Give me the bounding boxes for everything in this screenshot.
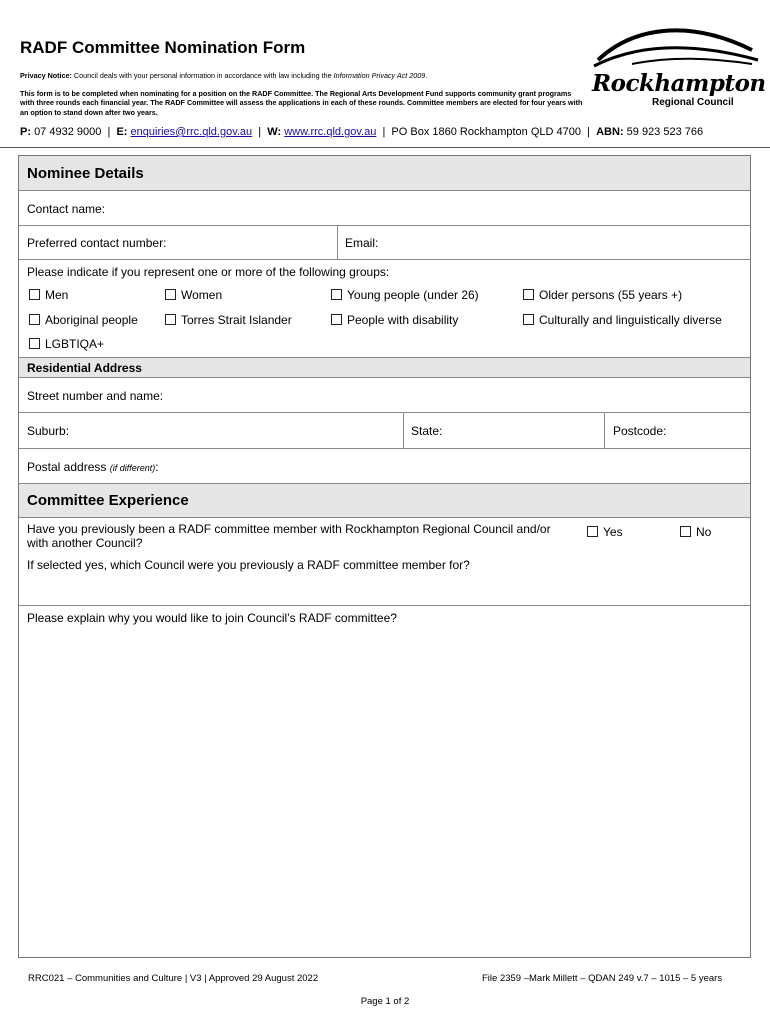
checkbox-young-people[interactable]: Young people (under 26)	[331, 288, 479, 302]
email-link[interactable]: enquiries@rrc.qld.gov.au	[130, 126, 253, 138]
page-number: Page 1 of 2	[360, 996, 410, 1007]
web-label: W:	[267, 126, 282, 138]
state-label: State:	[411, 424, 443, 438]
which-council-question: If selected yes, which Council were you previously a RADF committee member for?	[27, 558, 470, 572]
groups-prompt: Please indicate if you represent one or more of the following groups:	[27, 265, 390, 279]
phone-label: Preferred contact number:	[27, 236, 167, 250]
hills-logo-icon	[592, 20, 760, 72]
divider	[0, 147, 770, 148]
checkbox-icon	[587, 526, 598, 537]
previous-member-question: Have you previously been a RADF committee member with Rockhampton Regional Council and/or with another Council?	[27, 522, 551, 550]
email-label: Email:	[345, 236, 379, 250]
phone-email-row	[19, 226, 750, 260]
street-label: Street number and name:	[27, 389, 164, 403]
checkbox-no[interactable]: No	[680, 525, 711, 539]
separator: |	[587, 126, 590, 138]
address-heading: Residential Address	[19, 358, 750, 378]
logo-name: Rockhampton	[592, 70, 766, 97]
logo-subtitle: Regional Council	[652, 97, 734, 108]
checkbox-men[interactable]: Men	[29, 288, 68, 302]
suburb-label: Suburb:	[27, 424, 70, 438]
divider	[337, 226, 338, 260]
checkbox-icon	[523, 314, 534, 325]
divider	[604, 413, 605, 449]
nominee-heading: Nominee Details	[19, 156, 750, 191]
checkbox-icon	[331, 314, 342, 325]
privacy-end: .	[425, 71, 428, 80]
contact-name-label: Contact name:	[27, 202, 106, 216]
phone-label: P:	[20, 126, 31, 138]
checkbox-disability[interactable]: People with disability	[331, 313, 458, 327]
checkbox-icon	[165, 289, 176, 300]
checkbox-women[interactable]: Women	[165, 288, 222, 302]
postal-address: PO Box 1860 Rockhampton QLD 4700	[391, 126, 581, 138]
checkbox-older-persons[interactable]: Older persons (55 years +)	[523, 288, 682, 302]
privacy-text: Council deals with your personal information in accordance with law including the	[71, 71, 334, 80]
phone-number: 07 4932 9000	[34, 126, 102, 138]
postcode-label: Postcode:	[613, 424, 667, 438]
checkbox-icon	[29, 289, 40, 300]
web-link[interactable]: www.rrc.qld.gov.au	[284, 126, 377, 138]
checkbox-aboriginal[interactable]: Aboriginal people	[29, 313, 138, 327]
separator: |	[258, 126, 262, 138]
checkbox-torres-strait[interactable]: Torres Strait Islander	[165, 313, 292, 327]
privacy-notice	[20, 71, 580, 80]
checkbox-icon	[523, 289, 534, 300]
email-label: E:	[116, 126, 128, 138]
abn-label: ABN:	[596, 126, 624, 138]
page-title: RADF Committee Nomination Form	[20, 38, 306, 57]
experience-question-section	[19, 518, 750, 606]
postal-address-field[interactable]	[19, 449, 750, 484]
suburb-state-postcode-row	[19, 413, 750, 449]
contact-line	[20, 126, 703, 138]
checkbox-yes[interactable]: Yes	[587, 525, 623, 539]
privacy-act: Information Privacy Act 2009	[333, 71, 426, 80]
intro-text: This form is to be completed when nominating for a position on the RADF Committee. The Regional Arts Development Fund supports community grant programs with three rounds each financial year. The RADF Committee will assess the applications in each of these rounds. Committee members are elected for four years with an option to stand down after two years.	[20, 89, 583, 117]
separator: |	[107, 126, 111, 138]
divider	[403, 413, 404, 449]
checkbox-cald[interactable]: Culturally and linguistically diverse	[523, 313, 722, 327]
street-field[interactable]	[19, 378, 750, 413]
checkbox-lgbtiqa[interactable]: LGBTIQA+	[29, 337, 104, 351]
contact-name-field[interactable]	[19, 191, 750, 226]
checkbox-icon	[331, 289, 342, 300]
checkbox-icon	[29, 314, 40, 325]
why-join-field[interactable]	[19, 606, 750, 957]
groups-section	[19, 260, 750, 358]
separator: |	[382, 126, 386, 138]
experience-heading: Committee Experience	[19, 484, 750, 518]
checkbox-icon	[29, 338, 40, 349]
footer-left: RRC021 – Communities and Culture | V3 | Approved 29 August 2022	[28, 973, 319, 984]
abn-number: 59 923 523 766	[626, 126, 704, 138]
council-logo	[592, 20, 766, 108]
checkbox-icon	[680, 526, 691, 537]
footer-right: File 2359 –Mark Millett – QDAN 249 v.7 – 1015 – 5 years	[482, 973, 723, 984]
why-join-label: Please explain why you would like to join Council’s RADF committee?	[27, 611, 397, 625]
postal-label: Postal address (if different):	[27, 460, 159, 474]
privacy-label: Privacy Notice:	[20, 71, 72, 80]
checkbox-icon	[165, 314, 176, 325]
